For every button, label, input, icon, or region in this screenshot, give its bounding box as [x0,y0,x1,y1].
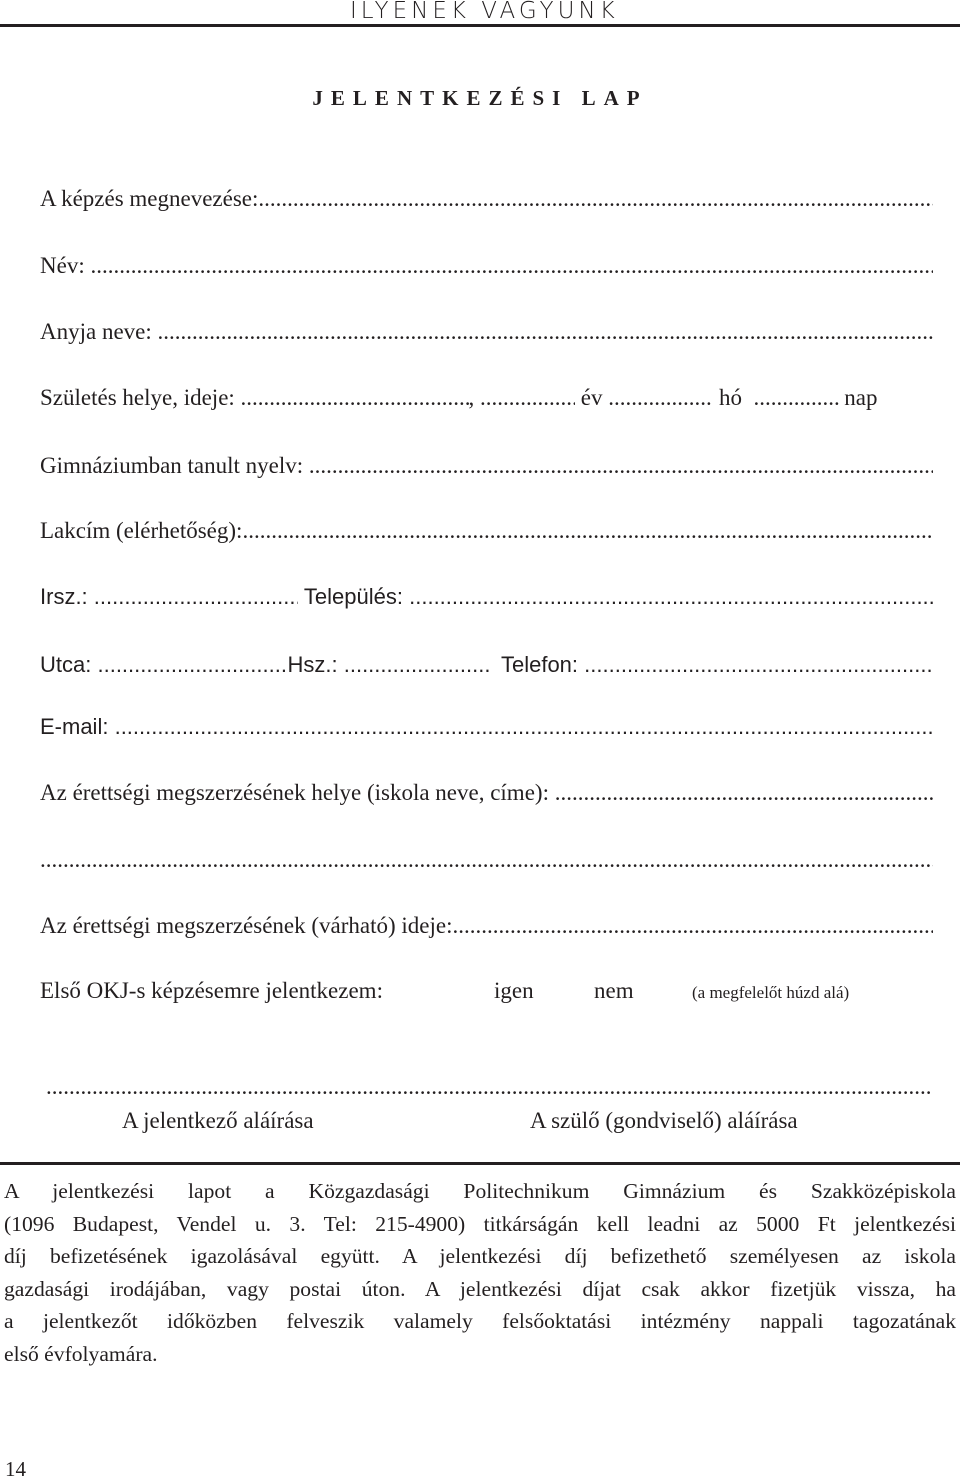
dotted-blank [241,383,469,413]
field-label: Lakcím (elérhetőség): [40,518,243,543]
dotted-blank [480,383,575,413]
dotted-blank [158,317,933,347]
option-igen[interactable]: igen [494,978,534,1003]
dotted-blank [309,451,933,481]
signature-label-parent: A szülő (gondviselő) aláírása [530,1108,798,1133]
dotted-blank [608,383,713,413]
okj-question [40,975,933,1007]
field-label: Születés helye, ideje: [40,385,235,410]
dotted-blank [344,650,489,680]
dotted-blank [242,516,933,546]
field-label: Az érettségi megszerzésének (várható) ideje: [40,913,453,938]
field-erettsegi-hely[interactable] [40,778,933,808]
dotted-blank [584,650,933,680]
signature-label-applicant: A jelentkező aláírása [122,1108,314,1133]
field-label: A képzés megnevezése: [40,186,259,211]
day-label: nap [844,385,878,410]
dotted-blank [115,712,933,742]
street-label: Utca: [40,652,92,677]
field-kepzes[interactable] [40,184,933,214]
field-label: E-mail: [40,714,109,739]
field-nev[interactable] [40,251,933,281]
notice-line: A jelentkezési lapot a Közgazdasági Politechnikum Gimnázium és Szakközépiskola [4,1179,956,1203]
notice-line: díj befizetésének igazolásával együtt. A jelentkezési díj befizethető személyesen az iskola [4,1244,956,1268]
separator: , [468,385,475,410]
option-nem[interactable]: nem [594,978,634,1003]
page-number: 14 [5,1457,26,1481]
field-irsz-telepules[interactable] [40,582,933,612]
field-erettsegi-hely-cont[interactable] [40,845,933,875]
notice-line: első évfolyamára. [4,1341,158,1366]
field-label: Név: [40,253,85,278]
field-label: Anyja neve: [40,319,152,344]
field-szuletes[interactable] [40,383,933,413]
field-nyelv[interactable] [40,451,933,481]
phone-label: Telefon: [500,652,579,677]
dotted-blank [453,911,933,941]
running-header: ILYENEK VAGYUNK [350,0,619,24]
field-lakcim[interactable] [40,516,933,546]
dotted-blank [754,383,839,413]
hint-text: (a megfelelőt húzd alá) [692,983,850,1002]
settlement-label: Település: [303,584,403,609]
dotted-blank [94,582,298,612]
house-number-label: Hsz.: [287,652,338,677]
signature-dotted-line[interactable] [46,1075,933,1099]
field-label: Első OKJ-s képzésemre jelentkezem: [40,978,383,1003]
notice-line: a jelentkezőt időközben felveszik valamely felsőoktatási intézmény nappali tagozatának [4,1309,956,1333]
field-erettsegi-ido[interactable] [40,911,933,941]
dotted-blank [90,251,933,281]
field-anyja-neve[interactable] [40,317,933,347]
field-label: Az érettségi megszerzésének helye (iskola neve, címe): [40,780,549,805]
field-email[interactable] [40,712,933,742]
dotted-blank [555,778,933,808]
notice-line: gazdasági irodájában, vagy postai úton. A jelentkezési díjat csak akkor fizetjük vissza, ha [4,1276,956,1301]
month-label: hó [719,385,743,410]
section-divider [0,1162,960,1165]
dotted-blank [258,184,933,214]
field-utca-hsz-telefon[interactable] [40,650,933,680]
form-title: JELENTKEZÉSI LAP [312,86,648,110]
notice-paragraph [4,1175,956,1370]
dotted-blank [40,845,933,875]
dotted-blank [409,582,933,612]
postcode-label: Irsz.: [40,584,88,609]
field-label: Gimnáziumban tanult nyelv: [40,453,304,478]
notice-line: (1096 Budapest, Vendel u. 3. Tel: 215-4900) titkárságán kell leadni az 5000 Ft jelentkezési [4,1211,956,1236]
header-rule [0,24,960,27]
dotted-blank [97,650,287,680]
year-label: év [580,385,603,410]
